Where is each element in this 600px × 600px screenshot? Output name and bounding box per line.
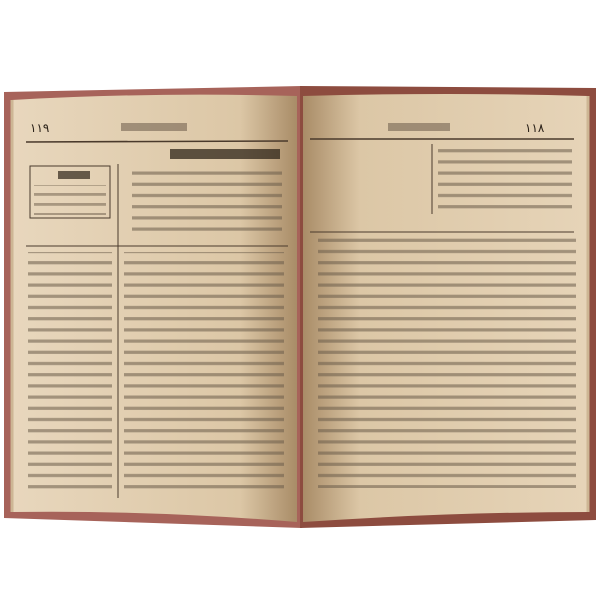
left-page-number: ١١٩ [30,121,50,135]
right-header-text [388,123,450,131]
left-top-paragraph [132,166,282,236]
left-box-text [34,185,106,215]
left-footnote-column [28,252,112,496]
left-main-text [124,252,284,496]
left-header-text [121,123,187,131]
right-top-boxed-text [438,144,572,216]
left-box-heading [58,171,90,179]
right-main-text [318,236,576,488]
left-section-title [170,149,280,159]
left-header-rule [26,141,288,142]
right-page-number: ١١٨ [525,121,545,135]
